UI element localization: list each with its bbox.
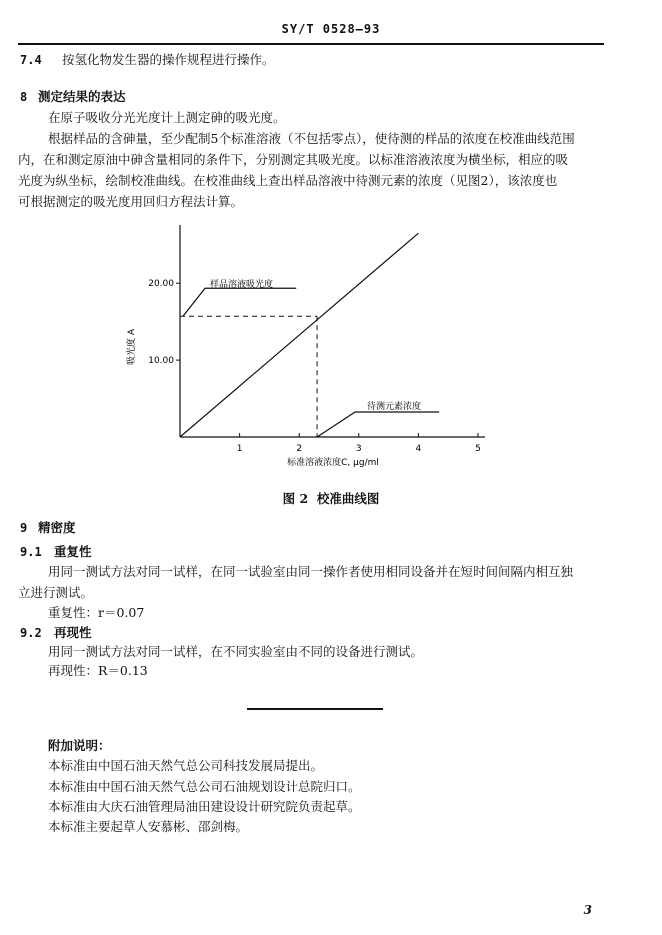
x-axis-label: 标准溶液浓度C, μg/ml bbox=[287, 458, 379, 468]
section-9-1-line1: 用同一测试方法对同一试样，在同一试验室由同一操作者使用相同设备并在短时间间隔内相互独 bbox=[48, 564, 574, 579]
section-9-1-title: 重复性 bbox=[54, 544, 92, 559]
absorbance-annotation: 样品溶液吸光度 bbox=[210, 280, 274, 290]
section-8-title: 测定结果的表达 bbox=[38, 89, 126, 104]
page-number: 3 bbox=[583, 903, 592, 917]
x-tick-label: 1 bbox=[236, 444, 243, 454]
section-9-1-line2: 立进行测试。 bbox=[18, 585, 94, 600]
y-tick-label: 10.00 bbox=[148, 356, 174, 367]
x-tick-label: 4 bbox=[415, 444, 422, 454]
section-8-number: 8 bbox=[20, 90, 28, 104]
notes-title: 附加说明： bbox=[48, 738, 111, 753]
calibration-chart bbox=[110, 215, 510, 475]
section-8-p2-line1: 根据样品的含砷量，至少配制5个标准溶液（不包括零点），使待测的样品的浓度在校准曲线范围 bbox=[48, 131, 575, 146]
y-axis-label: 吸光度 A bbox=[127, 328, 137, 366]
section-8-p2-line3: 光度为纵坐标，绘制校准曲线。在校准曲线上查出样品溶液中待测元素的浓度（见图2），该浓度也 bbox=[18, 173, 558, 188]
y-tick-label: 20.00 bbox=[148, 279, 174, 290]
x-tick-label: 5 bbox=[475, 444, 481, 454]
header-code: SY/T 0528—93 bbox=[281, 22, 381, 36]
section-8-p1: 在原子吸收分光光度计上测定砷的吸光度。 bbox=[48, 110, 286, 125]
repeatability-value: 重复性：r＝0.07 bbox=[48, 605, 145, 620]
section-9-2-title: 再现性 bbox=[54, 625, 92, 640]
concentration-leader-line bbox=[317, 412, 439, 437]
notes-line2: 本标准由中国石油天然气总公司石油规划设计总院归口。 bbox=[48, 779, 361, 794]
x-tick-label: 2 bbox=[296, 444, 303, 454]
section-8-p2-line4: 可根据测定的吸光度用回归方程法计算。 bbox=[18, 194, 244, 209]
absorbance-leader-line bbox=[183, 288, 296, 316]
section-9-title: 精密度 bbox=[38, 520, 76, 535]
figure-caption: 图 2 校准曲线图 bbox=[282, 491, 380, 506]
notes-line4: 本标准主要起草人安慕彬、邵剑梅。 bbox=[48, 819, 249, 834]
reproducibility-value: 再现性：R＝0.13 bbox=[48, 663, 148, 678]
section-9-2-number: 9.2 bbox=[20, 626, 42, 640]
section-8-p2-line2: 内，在和测定原油中砷含量相同的条件下，分别测定其吸光度。以标准溶液浓度为横坐标，相应的吸 bbox=[18, 152, 569, 167]
section-9-2-line1: 用同一测试方法对同一试样，在不同实验室由不同的设备进行测试。 bbox=[48, 644, 424, 659]
notes-line1: 本标准由中国石油天然气总公司科技发展局提出。 bbox=[48, 758, 324, 773]
concentration-annotation: 待测元素浓度 bbox=[367, 402, 422, 412]
notes-line3: 本标准由大庆石油管理局油田建设设计研究院负责起草。 bbox=[48, 799, 361, 814]
x-tick-label: 3 bbox=[355, 444, 362, 454]
header-rule bbox=[18, 43, 604, 45]
section-7-4-text: 按氢化物发生器的操作规程进行操作。 bbox=[62, 52, 275, 67]
section-9-number: 9 bbox=[20, 521, 28, 535]
section-9-1-number: 9.1 bbox=[20, 545, 42, 559]
section-7-4-number: 7.4 bbox=[20, 53, 42, 67]
end-rule bbox=[247, 708, 383, 710]
